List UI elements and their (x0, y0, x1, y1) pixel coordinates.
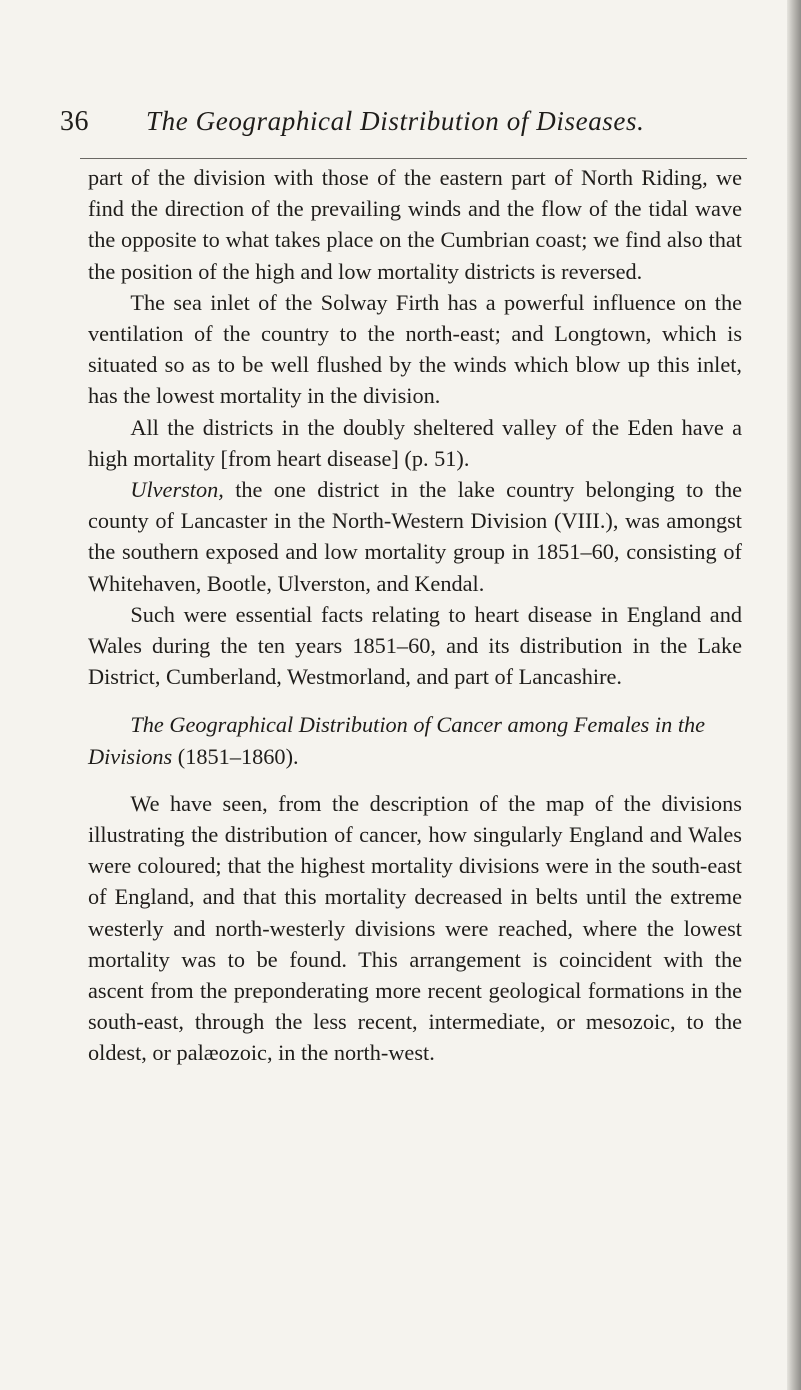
paragraph-4 (88, 474, 742, 599)
page-header (60, 106, 750, 146)
section-heading-dates: (1851–1860). (172, 743, 299, 769)
paragraph-2: The sea inlet of the Solway Firth has a powerful influence on the ventilation of the country to the north-east; and Longtown, which is situated so as to be well flushed by the winds which blow up this inlet, has the lowest mortality in the division. (88, 289, 742, 409)
paragraph-5: Such were essential facts relating to heart disease in England and Wales during the ten years 1851–60, and its distribution in the Lake District, Cumberland, Westmorland, and part of Lancashire. (88, 601, 742, 690)
page-number: 36 (60, 106, 89, 137)
paragraph-4-lead: Ulverston, (130, 477, 224, 503)
page-body (88, 162, 742, 1069)
section-heading-title: The Geographical Distribution of Cancer among Females in the Divisions (88, 712, 706, 769)
running-title: The Geographical Distribution of Diseases. (146, 106, 645, 136)
paragraph-3: All the districts in the doubly sheltered valley of the Eden have a high mortality [from heart disease] (p. 51). (88, 414, 742, 471)
paragraph-1: part of the division with those of the eastern part of North Riding, we find the direction of the prevailing winds and the flow of the tidal wave the opposite to what takes place on the Cumbrian coast; we find also that the position of the high and low mortality districts is reversed. (88, 165, 742, 284)
section-heading (88, 709, 742, 771)
page-edge-shadow (787, 0, 801, 1390)
section-paragraph-1: We have seen, from the description of the map of the divisions illustrating the distribution of cancer, how singularly England and Wales were coloured; that the highest mortality divisions were in the south-east of England, and that this mortality decreased in belts until the extreme westerly and north-westerly divisions were reached, where the lowest mortality was to be found. This arrangement is coincident with the ascent from the preponderating more recent geological formations in the south-east, through the less recent, intermediate, or mesozoic, to the oldest, or palæozoic, in the north-west. (88, 790, 742, 1066)
header-rule (80, 158, 747, 159)
paragraph-4-rest: the one district in the lake country belonging to the county of Lancaster in the North-Western Division (VIII.), was amongst the southern exposed and low mortality group in 1851–60, consisting of Whitehaven, Bootle, Ulverston, and Kendal. (88, 477, 742, 596)
